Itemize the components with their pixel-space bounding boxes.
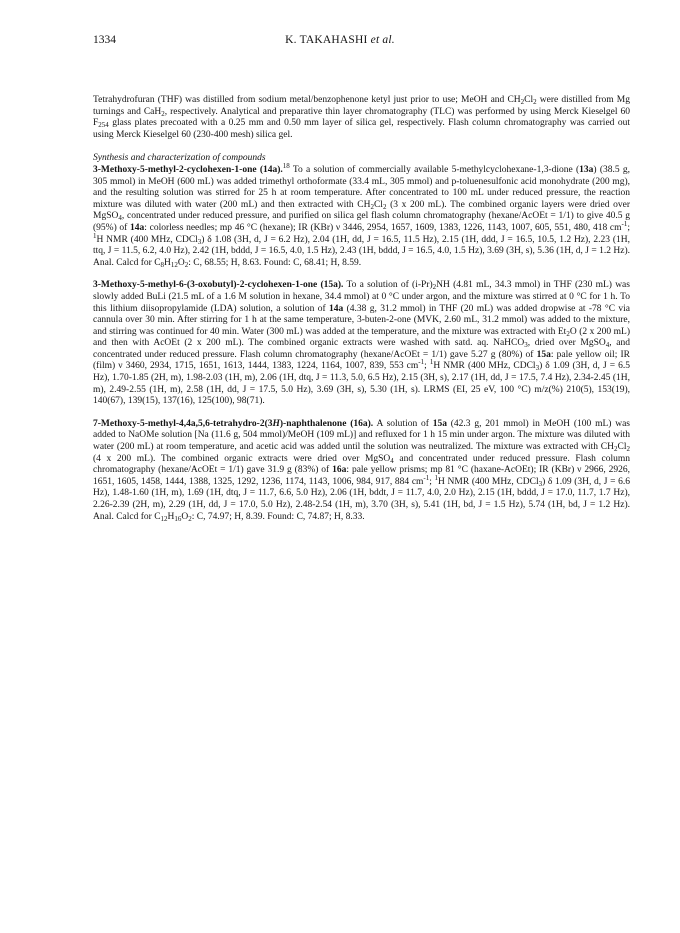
page-number: 1334 [93, 34, 116, 46]
compound-title-15a: 3-Methoxy-5-methyl-6-(3-oxobutyl)-2-cyclohexen-1-one (15a). [93, 280, 344, 291]
compound-title-16a: 7-Methoxy-5-methyl-4,4a,5,6-tetrahydro-2(3H)-naphthalenone (16a). [93, 418, 374, 429]
procedure-15a: 3-Methoxy-5-methyl-6-(3-oxobutyl)-2-cyclohexen-1-one (15a). To a solution of $(i-Pr)_2NH$ (4.81 mL, 34.3 mmol) in THF (230 mL) was slowly added BuLi (21.5 mL of a 1.6 M solution in hexane, 34.4 mmol) at 0 °C under argon, and the mixture was stirred at 0 °C for 1 h. To this lithium diisopropylamide (LDA) solution, a solution of 14a (4.38 g, 31.2 mmol) in THF (20 mL) was added dropwise at -78 °C via cannula over 30 min. After stirring for 1 h at the same temperature, 3-buten-2-one (MVK, 2.60 mL, 31.2 mmol) was added to the mixture, and stirring was continued for 40 min. Water (300 mL) was added at the temperature, and the mixture was extracted with $Et_2O$ (2 x 200 mL) and then with AcOEt (2 x 200 mL). The combined organic extracts were washed with satd. aq. NaHCO$_3$, dried over MgSO$_4$, and concentrated under reduced pressure. Flash column chromatography (hexane/AcOEt = 1/1) gave 5.27 g (80%) of 15a: pale yellow oil; IR (film) ν 3460, 2934, 1715, 1651, 1613, 1444, 1383, 1224, 1164, 1007, 839, 553 $cm^{-1}$; $^1$H NMR (400 MHz, CDCl$_3$) δ 1.09 (3H, d, J = 6.5 Hz), 1.70-1.85 (2H, m), 1.98-2.03 (1H, m), 2.06 (1H, dtq, J = 11.3, 5.0, 6.5 Hz), 2.15 (3H, s), 2.17 (1H, dd, J = 17.5, 7.4 Hz), 2.34-2.45 (1H, m), 2.49-2.55 (1H, m), 2.58 (1H, dd, J = 17.5, 5.0 Hz), 3.69 (3H, s), 5.30 (1H, s). LRMS (EI, 25 eV, 100 °C) m/z(%) 210(5), 153(19), 140(67), 139(15), 137(16), 125(100), 98(71). [93, 280, 631, 407]
section-heading: Synthesis and characterization of compounds [93, 153, 266, 164]
page-header [0, 34, 680, 50]
running-head [0, 34, 680, 46]
compound-title-14a: 3-Methoxy-5-methyl-2-cyclohexen-1-one (14a). [93, 164, 283, 175]
page-body [93, 95, 630, 523]
procedure-14a: 3-Methoxy-5-methyl-2-cyclohexen-1-one (14a).$^{18}$ To a solution of commercially available 5-methylcyclohexane-1,3-dione (13a) (38.5 g, 305 mmol) in MeOH (600 mL) was added trimethyl orthoformate (33.4 mL, 305 mmol) and p-toluenesulfonic acid monohydrate (200 mg), and the resulting solution was stirred for 25 h at room temperature. After concentrated to 100 mL under reduced pressure, the reaction mixture was diluted with water (200 mL) and then extracted with $CH_2Cl_2$ (3 x 200 mL). The combined organic layers were dried over MgSO$_4$, concentrated under reduced pressure, and purified on silica gel flash column chromatography (hexane/AcOEt = 1/1) to give 40.5 g (95%) of 14a: colorless needles; mp 46 °C (hexane); IR (KBr) ν 3446, 2954, 1657, 1609, 1383, 1226, 1143, 1007, 605, 551, 480, 418 $cm^{-1}$; $^1$H NMR (400 MHz, CDCl$_3$) δ 1.08 (3H, d, J = 6.2 Hz), 2.04 (1H, dd, J = 16.5, 11.5 Hz), 2.15 (1H, ddd, J = 16.5, 10.5, 1.2 Hz), 2.23 (1H, ttq, J = 11.5, 6.2, 4.0 Hz), 2.42 (1H, bddd, J = 16.5, 4.0, 1.5 Hz), 2.43 (1H, bddd, J = 16.5, 4.0, 1.5 Hz), 3.69 (3H, s), 5.36 (1H, d, J = 1.2 Hz). Anal. Calcd for $C_8H_{12}O_2$: C, 68.55; H, 8.63. Found: C, 68.41; H, 8.59. [93, 161, 631, 269]
running-head-suffix: et al. [370, 34, 395, 46]
running-head-author: K. TAKAHASHI [285, 34, 368, 46]
intro-paragraph: Tetrahydrofuran (THF) was distilled from sodium metal/benzophenone ketyl just prior to use; MeOH and $CH_2Cl_2$ were distilled from Mg turnings and CaH$_2$, respectively. Analytical and preparative thin layer chromatography (TLC) was performed by using Merck Kieselgel 60 $F_{254}$ glass plates precoated with a 0.25 mm and 0.50 mm layer of silica gel, respectively. Flash column chromatography was carried out using Merck Kieselgel 60 (230-400 mesh) silica gel. [93, 95, 630, 140]
procedure-16a: 7-Methoxy-5-methyl-4,4a,5,6-tetrahydro-2(3H)-naphthalenone (16a). A solution of 15a (42.3 g, 201 mmol) in MeOH (100 mL) was added to NaOMe solution [Na (11.6 g, 504 mmol)/MeOH (109 mL)] and refluxed for 1 h 15 min under argon. The mixture was diluted with water (200 mL) at room temperature, and acetic acid was added until the solution was neutralized. The mixture was extracted with $CH_2Cl_2$ (4 x 200 mL). The combined organic extracts were dried over MgSO$_4$ and concentrated under reduced pressure. Flash column chromatography (hexane/AcOEt = 1/1) gave 31.9 g (83%) of 16a: pale yellow prisms; mp 81 °C (haxane-AcOEt); IR (KBr) ν 2966, 2926, 1651, 1605, 1458, 1444, 1388, 1325, 1292, 1236, 1174, 1143, 1006, 984, 917, 884 $cm^{-1}$; $^1$H NMR (400 MHz, CDCl$_3$) δ 1.09 (3H, d, J = 6.6 Hz), 1.48-1.60 (1H, m), 1.69 (1H, dtq, J = 11.7, 6.6, 5.0 Hz), 2.06 (1H, bddt, J = 11.7, 4.0, 2.0 Hz), 2.15 (1H, bddd, J = 17.0, 11.7, 1.7 Hz), 2.26-2.39 (2H, m), 2.29 (1H, dd, J = 17.0, 5.0 Hz), 2.48-2.54 (1H, m), 3.70 (3H, s), 5.41 (1H, bd, J = 1.5 Hz), 5.74 (1H, bd, J = 1.2 Hz). Anal. Calcd for $C_{12}H_{16}O_2$: C, 74.97; H, 8.39. Found: C, 74.87; H, 8.33. [93, 418, 630, 523]
